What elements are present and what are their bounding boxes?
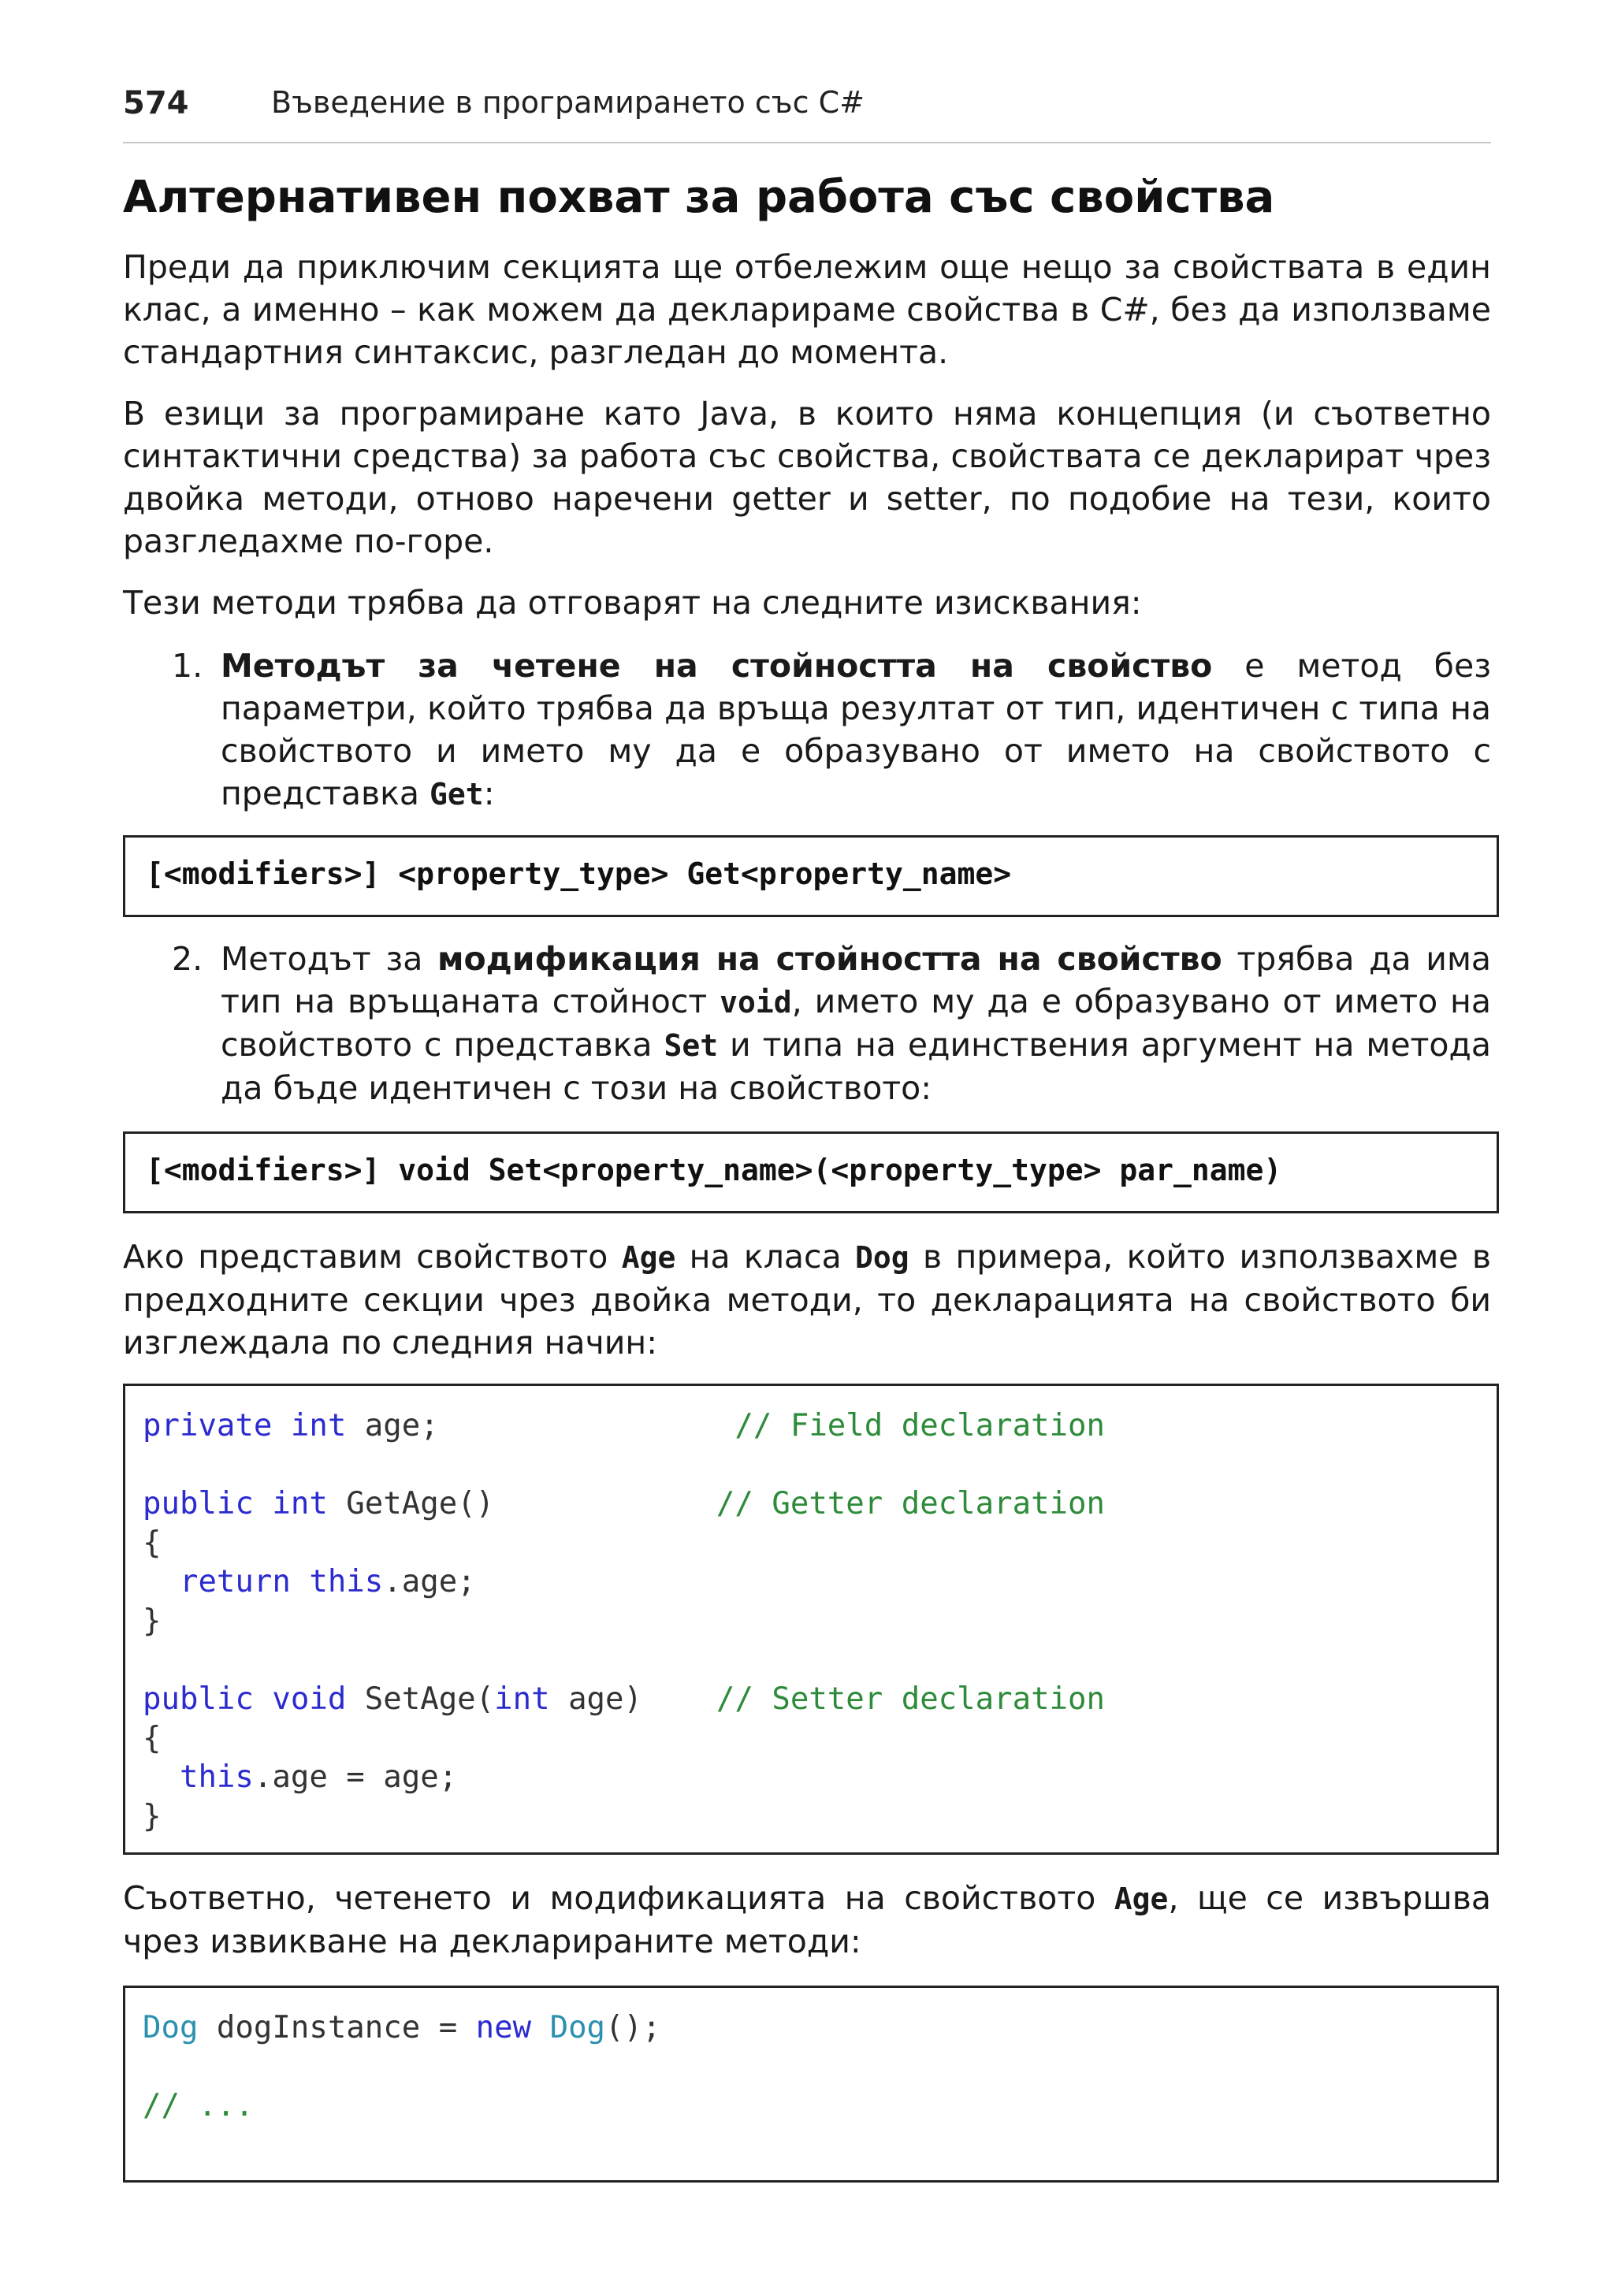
- code-box-getter-signature: [123, 835, 1499, 917]
- text: в примера, който използвахме в предходните секции чрез двойка методи, то декларацията на свойството би изглеждала по следния начин:: [123, 1238, 1492, 1362]
- keyword: int: [494, 1681, 550, 1718]
- code-text: age): [549, 1681, 642, 1718]
- brace: }: [143, 1603, 162, 1639]
- comment: // Getter declaration: [716, 1486, 1106, 1522]
- code-text: dogInstance =: [198, 2010, 476, 2045]
- keyword: private: [143, 1408, 273, 1443]
- brace: {: [143, 1525, 162, 1561]
- keyword: this: [179, 1759, 254, 1796]
- paragraph-java: В езици за програмиране като Java, в които няма концепция (и съответно синтактични средства) за работа със свойства, свойствата се декларират чрез двойка методи, отново наречени getter и setter, по подобие на тези, които разгледахме по-горе.: [123, 395, 1491, 560]
- inline-code: Age: [1114, 1882, 1169, 1916]
- list-item-setter: [172, 938, 1491, 1109]
- list-text: е метод без параметри, който трябва да връща резултат от тип, идентичен с типа на свойството и името му да е образувано от името на свойството с представка: [221, 647, 1491, 812]
- list-number: 2.: [172, 940, 203, 978]
- text: на класа: [675, 1238, 856, 1276]
- code-listing: [143, 1406, 1105, 1837]
- paragraph-usage: [123, 1877, 1491, 1963]
- text: Съответно, четенето и модификацията на свойството: [123, 1879, 1114, 1917]
- keyword: int: [290, 1408, 347, 1443]
- list-number: 1.: [172, 647, 203, 685]
- getter-signature: [<modifiers>] <property_type> Get<property_name>: [146, 856, 1012, 891]
- page-header: [123, 79, 1491, 143]
- paragraph-requirements: Тези методи трябва да отговарят на следните изисквания:: [123, 584, 1142, 622]
- type-name: Dog: [549, 2010, 606, 2045]
- page-number: 574: [123, 85, 189, 121]
- list-text: трябва да има тип на връщаната стойност: [221, 940, 1491, 1020]
- keyword: void: [272, 1681, 347, 1718]
- code-text: GetAge(): [327, 1486, 495, 1522]
- list-body: [221, 645, 1491, 815]
- running-title: Въведение в програмирането със C#: [271, 85, 865, 120]
- code-text: age;: [346, 1408, 439, 1443]
- inline-code: Age: [621, 1240, 676, 1275]
- code-text: .age = age;: [253, 1759, 458, 1796]
- code-block-declarations: [123, 1384, 1499, 1855]
- type-name: Dog: [143, 2010, 199, 2045]
- list-text: :: [483, 775, 495, 812]
- comment: // Field declaration: [734, 1408, 1106, 1443]
- list-text: , името му да е образувано от името на свойството с представка: [221, 983, 1491, 1064]
- code-block-usage: [123, 1986, 1499, 2183]
- comment: // ...: [143, 2088, 254, 2124]
- text: , ще се извършва чрез извикване на декларираните методи:: [123, 1879, 1491, 1960]
- keyword: public: [143, 1486, 254, 1522]
- code-text: SetAge(: [346, 1681, 495, 1718]
- bold-term: Методът за четене на стойността на свойство: [221, 647, 1213, 685]
- paragraph-example: [123, 1235, 1491, 1364]
- brace: }: [143, 1798, 162, 1834]
- keyword: public: [143, 1681, 254, 1718]
- list-text: и типа на единствения аргумент на метода да бъде идентичен с този на свойството:: [221, 1026, 1491, 1107]
- text: Ако представим свойството: [123, 1238, 622, 1276]
- keyword: int: [272, 1486, 328, 1522]
- paragraph-intro: Преди да приключим секцията ще отбележим още нещо за свойствата в един клас, а именно – как можем да декларираме свойства в C#, без да използваме стандартния синтаксис, разгледан до момента.: [123, 248, 1491, 371]
- inline-code: Get: [430, 777, 484, 812]
- list-body: [221, 938, 1491, 1109]
- list-text: Методът за: [221, 940, 437, 978]
- section-title: Алтернативен похват за работа със свойства: [123, 172, 1275, 223]
- keyword: return: [179, 1564, 291, 1600]
- bold-term: модификация на стойността на свойство: [437, 940, 1222, 978]
- inline-code: Set: [664, 1028, 719, 1063]
- inline-code: void: [720, 985, 792, 1020]
- brace: {: [143, 1720, 162, 1756]
- inline-code: Dog: [855, 1240, 909, 1275]
- keyword: new: [475, 2010, 532, 2045]
- code-listing: [143, 2008, 661, 2126]
- list-item-getter: [172, 645, 1491, 815]
- comment: // Setter declaration: [716, 1681, 1106, 1718]
- code-text: ();: [605, 2010, 661, 2045]
- code-box-setter-signature: [123, 1131, 1499, 1213]
- keyword: this: [309, 1564, 384, 1600]
- code-text: .age;: [383, 1564, 476, 1600]
- setter-signature: [<modifiers>] void Set<property_name>(<property_type> par_name): [146, 1153, 1282, 1187]
